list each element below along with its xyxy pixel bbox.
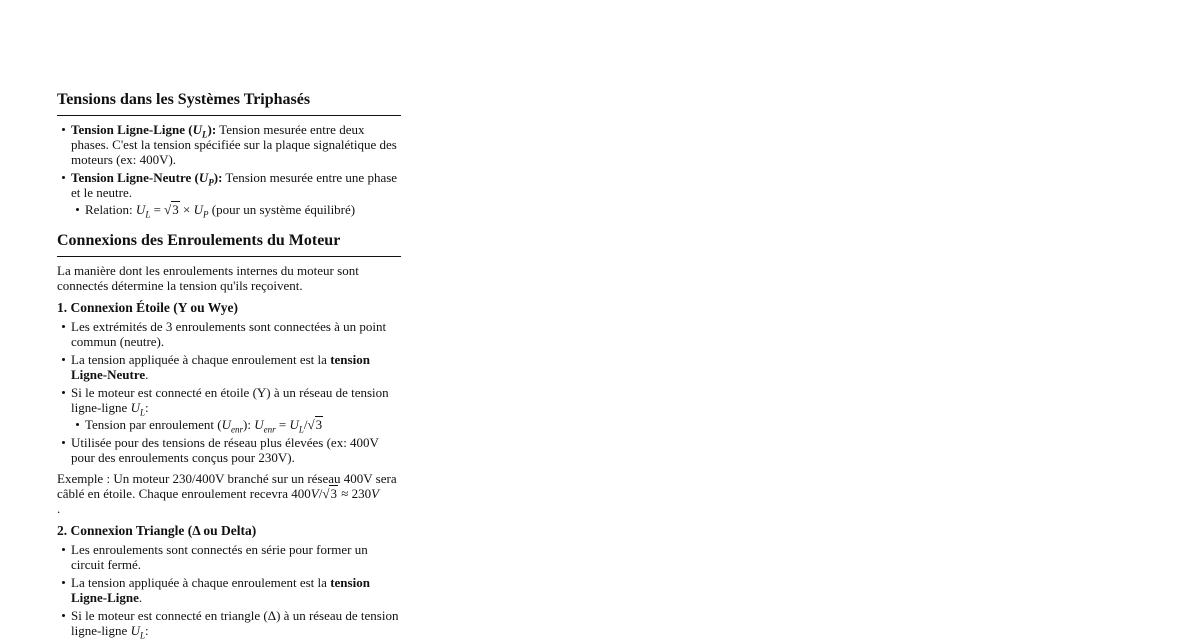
list-item: La tension appliquée à chaque enroulement est la tension Ligne-Ligne.: [57, 575, 401, 605]
list-item: Tension Ligne-Neutre $(U_P)$: Tension mesurée entre une phase et le neutre. Relation: $U_L = √3 \times U_P$ (pour un système équilibré): [57, 170, 401, 217]
star-heading: 1. Connexion Étoile (Y ou Wye): [57, 300, 239, 315]
list-item: Si le moteur est connecté en triangle (Δ) à un réseau de tension ligne-ligne $U_L$:: [57, 608, 401, 638]
item-text: Tension mesurée entre deux phases. C'est la tension spécifiée sur la plaque signalétique des moteurs (ex: 400V).: [71, 122, 397, 167]
section-title-tensions: Tensions dans les Systèmes Triphasés: [57, 90, 401, 116]
relation-item: Relation: $U_L = √3 \times U_P$ (pour un système équilibré): [71, 202, 401, 217]
example-paragraph: Exemple : Un moteur 230/400V branché sur un réseau 400V sera câblé en étoile. Chaque enroulement recevra 400V/√3 ≈ 230V .: [57, 471, 397, 516]
list-item: Les enroulements sont connectés en série pour former un circuit fermé.: [57, 542, 401, 572]
document-page: [57, 90, 401, 641]
list-item: Utilisée pour des tensions de réseau plus élevées (ex: 400V pour des enroulements conçus pour 230V).: [57, 435, 401, 465]
list-item: Tension Ligne-Ligne $(U_L)$: Tension mesurée entre deux phases. C'est la tension spécifiée sur la plaque signalétique des moteurs (ex: 400V).: [57, 122, 401, 167]
section-title-connexions: Connexions des Enroulements du Moteur: [57, 231, 401, 257]
item-text: Tension mesurée entre une phase et le neutre.: [71, 170, 398, 200]
list-item: La tension appliquée à chaque enroulement est la tension Ligne-Neutre.: [57, 352, 401, 382]
delta-list: [57, 542, 401, 641]
delta-heading: 2. Connexion Triangle (Δ ou Delta): [57, 523, 257, 538]
intro-paragraph: La manière dont les enroulements internes du moteur sont connectés détermine la tension qu'ils reçoivent.: [57, 263, 359, 293]
tensions-list: [57, 122, 401, 220]
formula-item: Tension par enroulement $(U_{enr})$: $U_{enr} = U_L/√3$: [71, 417, 401, 432]
list-item: Les extrémités de 3 enroulements sont connectées à un point commun (neutre).: [57, 319, 401, 349]
star-list: [57, 319, 401, 465]
list-item: Si le moteur est connecté en étoile (Y) à un réseau de tension ligne-ligne $U_L$: Tension par enroulement $(U_{enr})$: $U_{enr} = U_L/√3$: [57, 385, 401, 432]
